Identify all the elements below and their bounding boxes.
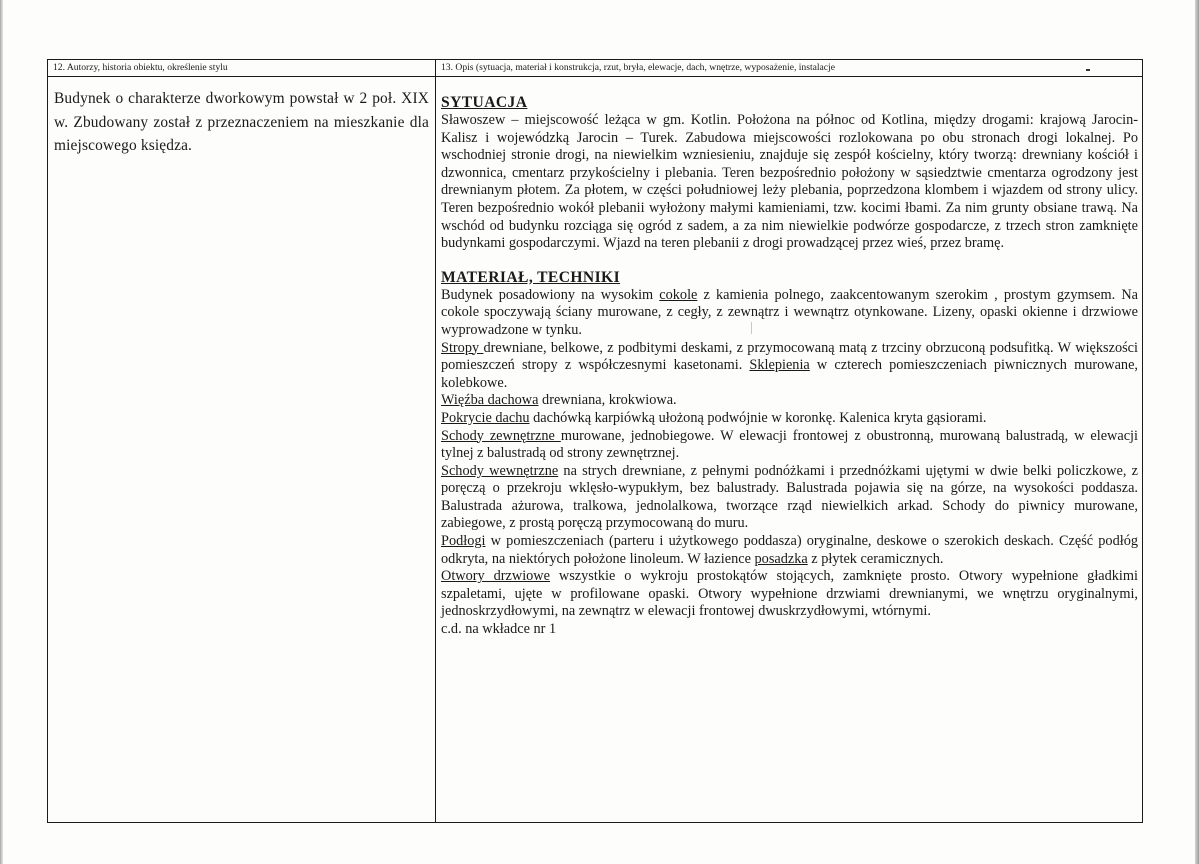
floors-text-a: w pomieszczeniach (parteru i użytkowego poddasza) oryginalne, deskowe o szerokich deskach. Część podłóg odkryta, na niektórych położone linoleum. W łazience — [441, 533, 1138, 567]
sklepienia-term: Sklepienia — [749, 357, 810, 374]
ceiling-paragraph — [441, 340, 1138, 393]
ceiling-text-b: w czterech pomieszczeniach piwnicznych murowane, kolebkowe. — [441, 357, 1138, 391]
continued-note: c.d. na wkładce nr 1 — [441, 621, 557, 638]
external-stairs-text: murowane, jednobiegowe. W elewacji frontowej z obustronną, murowaną balustradą, w elewacji tylnej z balustradą od strony zewnętrznej. — [441, 427, 1139, 462]
stropy-term: Stropy — [441, 339, 484, 356]
roofing-text: dachówką karpiówką ułożoną podwójnie w koronkę. Kalenica kryta gąsiorami. — [529, 409, 987, 426]
situation-text: Sławoszew – miejscowość leżąca w gm. Kotlin. Położona na północ od Kotlina, między drogami: krajową Jarocin- Kalisz i wojewódzką Jarocin – Turek. Zabudowa miejscowości rozlokowana po obu stronach drogi lokalnej. Po wschodniej stronie drogi, na niewielkim wzniesieniu, znajduje się zespół kościelny, który tworzą: drewniany kościół i dzwonnica, cmentarz przykościelny i plebania. Teren bezpośrednio położony w sąsiedztwie cmentarza ogrodzony jest drewnianym płotem. Za płotem, w części południowej leży plebania, poprzedzona klombem i wjazdem od strony ulicy. Teren bezpośrednio wokół plebanii wyłożony małymi kamieniami, tzw. kocimi łbami. Za nim grunty obsiane trawą. Na wschód od budynku rozciąga się ogród z sadem, a za nim niewielkie podwórze gospodarcze, z trzech stron zamknięte budynkami gospodarczymi. Wjazd na teren plebanii z drogi prowadzącej przez wieś, przez bramę. — [441, 112, 1138, 252]
history-text: Budynek o charakterze dworkowym powstał w 2 poł. XIX w. Zbudowany został z przeznaczeniem na mieszkanie dla miejscowego księdza. — [54, 90, 429, 154]
materials-title: MATERIAŁ, TECHNIKI — [441, 268, 621, 286]
internal-stairs-text: na strych drewniane, z pełnymi podnóżkami i przednóżkami ujętymi w dwie belki policzkowe, z poręczą o przekroju wklęsło-wypukłym, bez balustrady. Balustrada pojawia się na górze, na wysokości poddasza. Balustrada ażurowa, tralkowa, jednolalkowa, tworzące rząd niewielkich arkad. Schody do piwnicy murowane, zabiegowe, z prostą poręczą przymocowaną do muru. — [441, 462, 1138, 532]
authors-history-column — [48, 60, 436, 822]
external-stairs-paragraph — [441, 428, 1138, 463]
scan-edge-right — [1195, 0, 1199, 864]
roof-truss-paragraph — [441, 392, 1138, 410]
podlogi-term: Podłogi — [441, 533, 486, 550]
foundation-paragraph — [441, 287, 1138, 340]
wiezba-term: Więźba dachowa — [441, 392, 539, 409]
foundation-text-a: Budynek posadowiony na wysokim — [441, 286, 660, 303]
otwory-drzwiowe-term: Otwory drzwiowe — [441, 568, 550, 585]
scan-edge-left — [0, 0, 3, 864]
ceiling-text-a: drewniane, belkowe, z podbitymi deskami, z przymocowaną matą z trzciny obrzuconą podsufitką. W większości pomieszczeń stropy z współczesnymi kasetonami. — [441, 339, 1138, 374]
situation-title: SYTUACJA — [441, 94, 528, 111]
cokol-term: cokole — [659, 286, 698, 303]
form-table — [47, 59, 1143, 823]
schody-wewnetrzne-term: Schody wewnętrzne — [441, 462, 559, 479]
description-column — [436, 60, 1142, 822]
floors-paragraph — [441, 533, 1138, 568]
section-spacer — [441, 253, 1138, 269]
internal-stairs-paragraph — [441, 463, 1138, 533]
field-12-header: 12. Autorzy, historia obiektu, określenie stylu — [48, 60, 435, 77]
field-13-header: 13. Opis (sytuacja, materiał i konstrukcja, rzut, bryła, elewacje, dach, wnętrze, wyposażenie, instalacje — [436, 60, 1142, 77]
foundation-text-b: z kamienia polnego, zaakcentowanym szerokim , prostym gzymsem. Na cokole spoczywają ściany murowane, z cegły, z zewnątrz i wewnątrz otynkowane. Lizeny, opaski okienne i drzwiowe wyprowadzone w tynku. — [441, 286, 1138, 338]
description-body — [436, 77, 1142, 639]
roofing-paragraph — [441, 410, 1138, 428]
doors-paragraph — [441, 568, 1138, 621]
schody-zewnetrzne-term: Schody zewnętrzne — [441, 427, 561, 444]
posadzka-term: posadzka — [754, 550, 808, 567]
floors-text-b: z płytek ceramicznych. — [807, 550, 944, 567]
roof-truss-text: drewniana, krokwiowa. — [538, 392, 677, 409]
pokrycie-term: Pokrycie dachu — [441, 409, 530, 426]
pen-mark — [1086, 69, 1090, 71]
doors-text: wszystkie o wykroju prostokątów stojących, zamknięte prosto. Otwory wypełnione gładkimi szpaletami, ujęte w profilowane opaski. Otwory wypełnione drzwiami drewnianymi, we wnętrzu oryginalnymi, jednoskrzydłowymi, na zewnątrz w elewacji frontowej dwuskrzydłowymi, wtórnymi. — [441, 568, 1138, 620]
